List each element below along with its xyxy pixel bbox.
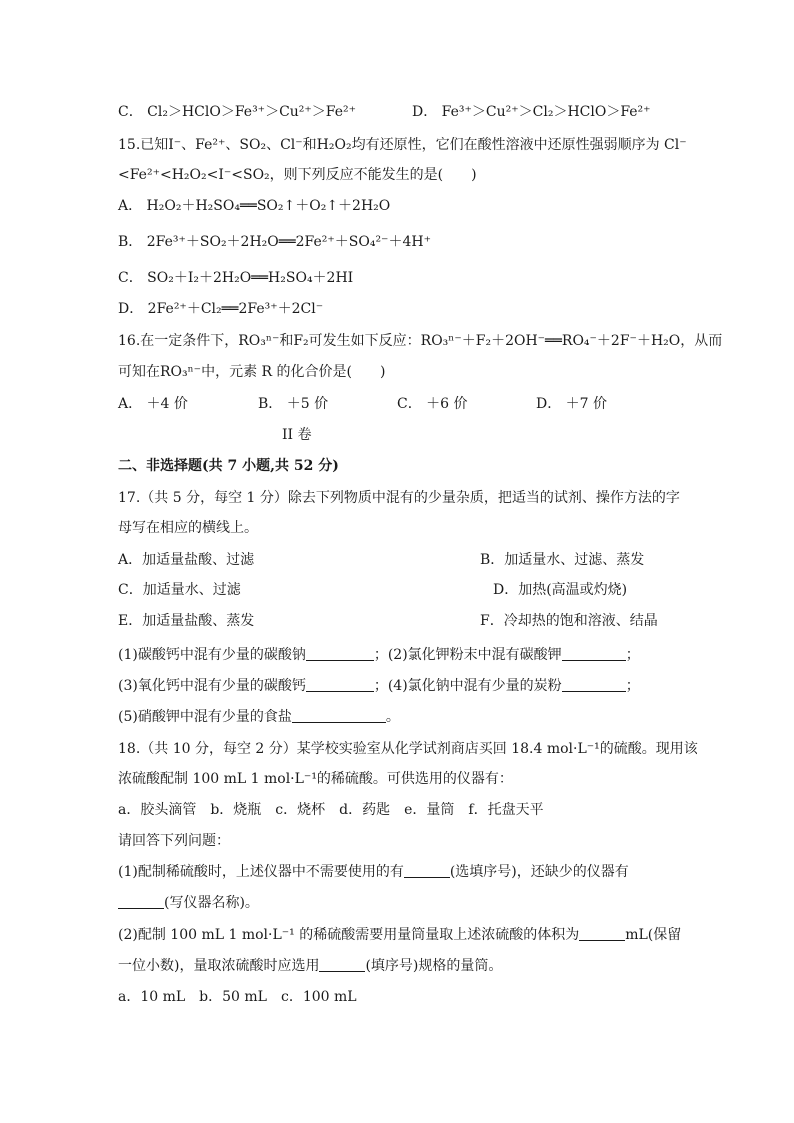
q17-blank-row2 (118, 676, 640, 696)
q17-choice-b: B．加适量水、过滤、蒸发 (480, 552, 645, 568)
q18-part2-line1 (118, 925, 681, 945)
q17-choice-c: C．加适量水、过滤 (118, 582, 241, 598)
q15-option-b: B． 2Fe³⁺＋SO₂＋2H₂O══2Fe²⁺＋SO₄²⁻＋4H⁺ (118, 234, 431, 250)
q17-choice-d: D．加热(高温或灼烧) (493, 582, 628, 598)
q15-stem-line2: <Fe²⁺<H₂O₂<I⁻<SO₂，则下列反应不能发生的是( ) (118, 167, 477, 183)
q18-part1-line1 (118, 862, 629, 882)
q18-part2-text-c: 一位小数)，量取浓硫酸时应选用 (118, 958, 320, 974)
q17-row2-end: ； (625, 678, 640, 694)
q16-option-a: A． ＋4 价 (118, 396, 188, 412)
q18-part1-text-c: (写仪器名称)。 (164, 895, 259, 911)
q18-part1-line2 (118, 893, 259, 913)
q16-option-b: B． ＋5 价 (258, 396, 329, 412)
q14-option-c: C． Cl₂＞HClO＞Fe³⁺＞Cu²⁺＞Fe²⁺ (118, 104, 357, 120)
q15-option-c: C． SO₂＋I₂＋2H₂O══H₂SO₄＋2HI (118, 270, 354, 286)
q16-option-c: C． ＋6 价 (397, 396, 468, 412)
q18-stem-line1: 18.（共 10 分，每空 2 分）某学校实验室从化学试剂商店买回 18.4 mol·L⁻¹的硫酸。现用该 (118, 741, 698, 757)
q18-part2-blank1[interactable] (579, 926, 625, 941)
q17-blank-row3 (118, 707, 400, 727)
section-two-title: 二、非选择题(共 7 小题,共 52 分) (118, 458, 339, 474)
q18-part1-blank2[interactable] (118, 894, 164, 909)
q17-item1-text: (1)碳酸钙中混有少量的碳酸钠 (118, 647, 306, 663)
q18-ask: 请回答下列问题： (118, 833, 230, 849)
q18-part2-blank2[interactable] (319, 957, 365, 972)
q17-item3-blank[interactable] (306, 677, 374, 692)
q17-choice-f: F．冷却热的饱和溶液、结晶 (480, 613, 658, 629)
q16-stem-line1: 16.在一定条件下，RO₃ⁿ⁻和F₂可发生如下反应：RO₃ⁿ⁻＋F₂＋2OH⁻══RO₄⁻＋2F⁻＋H₂O，从而 (118, 333, 723, 349)
q17-choice-e: E．加适量盐酸、蒸发 (118, 613, 255, 629)
q17-stem-line2: 母写在相应的横线上。 (118, 520, 258, 536)
q15-option-d: D． 2Fe²⁺＋Cl₂══2Fe³⁺＋2Cl⁻ (118, 301, 324, 317)
q18-part1-blank1[interactable] (404, 863, 450, 878)
q16-stem-line2: 可知在RO₃ⁿ⁻中，元素 R 的化合价是( ) (118, 364, 386, 380)
q18-part2-text-d: (填序号)规格的量筒。 (365, 958, 503, 974)
q17-item2-text: ；(2)氯化钾粉末中混有碳酸钾 (373, 647, 562, 663)
q14-option-d: D． Fe³⁺＞Cu²⁺＞Cl₂＞HClO＞Fe²⁺ (412, 104, 651, 120)
q15-stem-line1: 15.已知I⁻、Fe²⁺、SO₂、Cl⁻和H₂O₂均有还原性，它们在酸性溶液中还原性强弱顺序为 Cl⁻ (118, 137, 687, 153)
q18-cylinder-sizes: a．10 mL b．50 mL c．100 mL (118, 989, 357, 1005)
q17-item1-blank[interactable] (306, 646, 374, 661)
q17-item5-blank[interactable] (292, 708, 386, 723)
q18-stem-line2: 浓硫酸配制 100 mL 1 mol·L⁻¹的稀硫酸。可供选用的仪器有： (118, 771, 513, 787)
q17-row1-end: ； (625, 647, 640, 663)
q18-part2-text-b: mL(保留 (625, 927, 682, 943)
q16-option-d: D． ＋7 价 (536, 396, 608, 412)
q17-choice-a: A．加适量盐酸、过滤 (118, 552, 255, 568)
q15-option-a: A． H₂O₂＋H₂SO₄══SO₂↑＋O₂↑＋2H₂O (118, 198, 391, 214)
q17-item4-blank[interactable] (562, 677, 626, 692)
q17-row3-end: 。 (385, 709, 400, 725)
q18-part2-line2 (118, 956, 502, 976)
q17-stem-line1: 17.（共 5 分，每空 1 分）除去下列物质中混有的少量杂质，把适当的试剂、操作方法的字 (118, 490, 680, 506)
q17-blank-row1 (118, 645, 640, 665)
q17-item3-text: (3)氧化钙中混有少量的碳酸钙 (118, 678, 306, 694)
q17-item2-blank[interactable] (562, 646, 626, 661)
q17-item5-text: (5)硝酸钾中混有少量的食盐 (118, 709, 292, 725)
volume-two-heading: II 卷 (282, 427, 312, 443)
q18-part2-text-a: (2)配制 100 mL 1 mol·L⁻¹ 的稀硫酸需要用量筒量取上述浓硫酸的体积为 (118, 927, 580, 943)
q17-item4-text: ；(4)氯化钠中混有少量的炭粉 (373, 678, 562, 694)
q18-part1-text-a: (1)配制稀硫酸时，上述仪器中不需要使用的有 (118, 864, 404, 880)
q18-instrument-list: a．胶头滴管 b．烧瓶 c．烧杯 d．药匙 e．量筒 f．托盘天平 (118, 802, 544, 818)
q18-part1-text-b: (选填序号)，还缺少的仪器有 (449, 864, 629, 880)
